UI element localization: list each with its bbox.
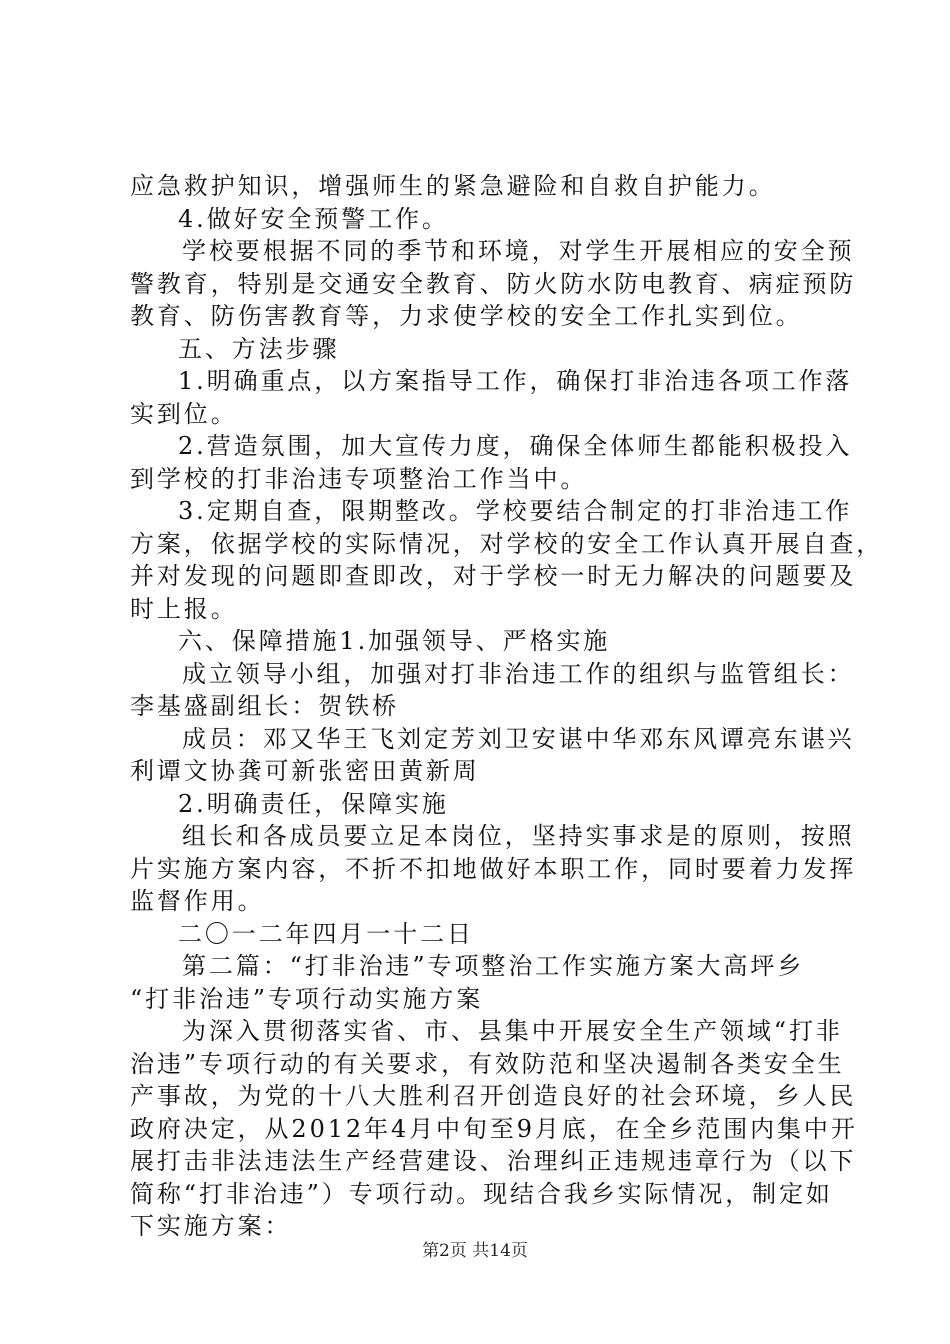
section-heading: 五、方法步骤 bbox=[178, 334, 340, 363]
text-line: 片实施方案内容，不折不扣地做好本职工作，同时要着力发挥 bbox=[130, 854, 857, 883]
text-line: 3.定期自查，限期整改。学校要结合制定的打非治违工作 bbox=[178, 497, 853, 525]
text-line: 4.做好安全预警工作。 bbox=[178, 204, 449, 233]
text-line: 下实施方案： bbox=[130, 1212, 292, 1240]
text-line: 应急救护知识，增强师生的紧急避险和自救自护能力。 bbox=[130, 172, 776, 200]
text-line: 成员：邓又华王飞刘定芳刘卫安谌中华邓东风谭亮东谌兴 bbox=[182, 724, 855, 753]
text-line: 利谭文协龚可新张密田黄新周 bbox=[130, 757, 480, 785]
text-line: 治违”专项行动的有关要求，有效防范和坚决遏制各类安全生 bbox=[130, 1049, 845, 1078]
text-line: 学校要根据不同的季节和环境，对学生开展相应的安全预 bbox=[182, 237, 855, 265]
text-line: 2.营造氛围，加大宣传力度，确保全体师生都能积极投入 bbox=[178, 432, 853, 460]
text-line: 政府决定，从2012年4月中旬至9月底，在全乡范围内集中开 bbox=[130, 1114, 858, 1143]
text-line: 监督作用。 bbox=[130, 887, 265, 915]
date-line: 二〇一二年四月一十二日 bbox=[178, 919, 474, 948]
text-line: 并对发现的问题即查即改，对于学校一时无力解决的问题要及 bbox=[130, 562, 857, 590]
text-line: 2.明确责任，保障实施 bbox=[178, 789, 449, 818]
section-heading: 第二篇：“打非治违”专项整治工作实施方案大高坪乡 bbox=[182, 952, 805, 980]
text-line: 到学校的打非治违专项整治工作当中。 bbox=[130, 464, 588, 493]
text-line: “打非治违”专项行动实施方案 bbox=[130, 984, 484, 1013]
section-heading: 六、保障措施1.加强领导、严格实施 bbox=[178, 627, 611, 655]
document-body bbox=[130, 170, 884, 1243]
text-line: 警教育，特别是交通安全教育、防火防水防电教育、病症预防 bbox=[130, 269, 857, 298]
text-line: 1.明确重点，以方案指导工作，确保打非治违各项工作落 bbox=[178, 367, 853, 395]
page-footer: 第2页 共14页 bbox=[422, 1241, 528, 1261]
text-line: 简称“打非治违”）专项行动。现结合我乡实际情况，制定如 bbox=[130, 1179, 833, 1208]
text-line: 产事故，为党的十八大胜利召开创造良好的社会环境，乡人民 bbox=[130, 1082, 857, 1110]
text-line: 展打击非法违法生产经营建设、治理纠正违规违章行为（以下 bbox=[130, 1147, 857, 1175]
text-line: 方案，依据学校的实际情况，对学校的安全工作认真开展自查， bbox=[130, 529, 884, 558]
text-line: 时上报。 bbox=[130, 594, 238, 623]
text-line: 成立领导小组，加强对打非治违工作的组织与监管组长： bbox=[182, 659, 855, 688]
text-line: 为深入贯彻落实省、市、县集中开展安全生产领域“打非 bbox=[182, 1017, 843, 1045]
text-line: 李基盛副组长：贺铁桥 bbox=[130, 692, 399, 720]
text-line: 组长和各成员要立足本岗位，坚持实事求是的原则，按照 bbox=[182, 822, 855, 850]
text-line: 教育、防伤害教育等，力求使学校的安全工作扎实到位。 bbox=[130, 302, 803, 330]
text-line: 实到位。 bbox=[130, 399, 238, 428]
